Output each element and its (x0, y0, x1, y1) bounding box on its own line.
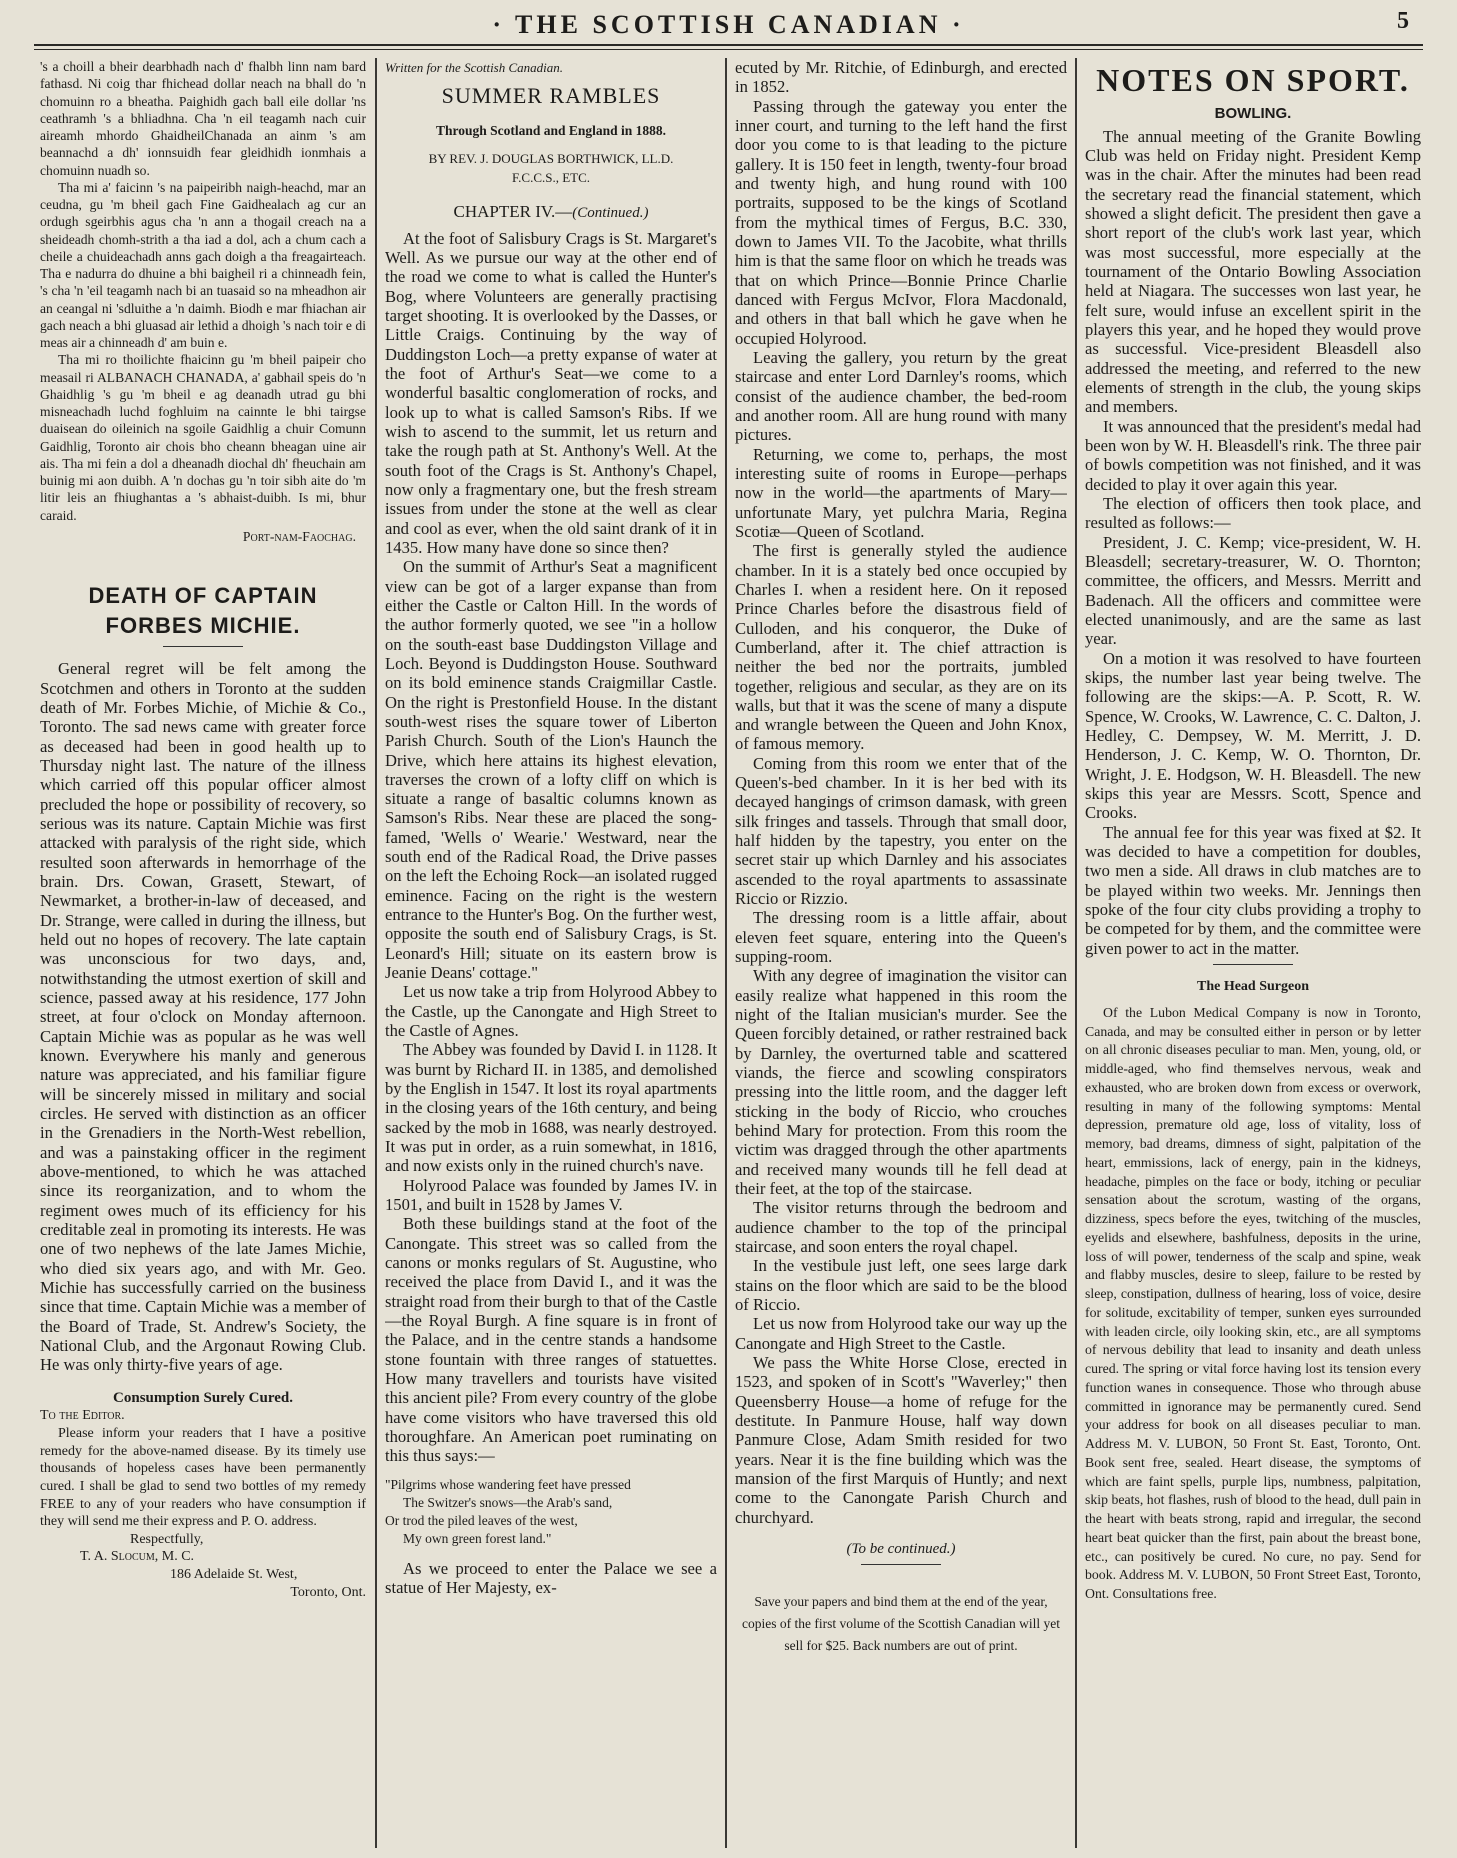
article-paragraph: At the foot of Salisbury Crags is St. Margaret's Well. As we pursue our way at the other end of the road we come to what is called the Hunter's Bog, where Volunteers are generally practising target shooting. It is overlooked by the Dasses, or Little Craigs. Continuing by the way of Duddingston Loch—a pretty expanse of water at the foot of Arthur's Seat—we come to a wonderful basaltic conglomeration of rocks, and look up to what is called Samson's Ribs. If we wish to ascend to the summit, let us return and take the rough path at St. Anthony's Well. At the south foot of the Crags is St. Anthony's Chapel, now only a fragmentary one, but the fresh stream issues from under the stone at the well as clear and cool as ever, when the old saint drank of it in 1435. How many have done so since then? (385, 228, 717, 557)
divider (163, 646, 243, 647)
consumption-body: Please inform your readers that I have a positive remedy for the above-named disease. By its timely use thousands of hopeless cases have been permanently cured. I shall be glad to send two bottles of my remedy FREE to any of your readers who have consumption if they will send me their express and P. O. address. (40, 1426, 366, 1530)
column-1 (40, 58, 366, 1853)
sport-paragraph: On a motion it was resolved to have fourteen skips, the number last year being twelve. The following are the skips:—A. P. Scott, R. W. Spence, W. Crooks, W. Lawrence, C. C. Dalton, J. Hedley, C. Dempsey, W. M. Merritt, J. D. Henderson, J. C. Kemp, W. O. Thornton, Dr. Wright, J. E. Hodgson, W. H. Bleasdell. The new skips this year are Messrs. Scott, Spence and Crooks. (1085, 648, 1421, 823)
chapter-label: CHAPTER IV.— (453, 202, 573, 222)
article-paragraph: On the summit of Arthur's Seat a magnificent view can be got of a larger expanse than from either the Castle or Calton Hill. In the words of the author formerly quoted, we see "in a hollow on the south-east base Duddingston Village and Loch. Beyond is Duddingston House. Southward on its bold eminence stands Craigmillar Castle. On the right is Prestonfield House. In the distant south-west rises the square tower of Liberton Parish Church. South of the Lion's Haunch the Drive, which here attains its highest elevation, traverses the crown of a lofty cliff on which is situate a range of basaltic columns known as Samson's Ribs. Near these are placed the song-famed, 'Wells o' Wearie.' Westward, near the south end of the Radical Road, the Drive passes on the left the Echoing Rock—an isolated rugged eminence. Facing on the right is the western entrance to the Hunter's Bog. On the further west, opposite the south end of Salisbury Crags, is St. Leonard's Hill; situate on its eastern brow is Jeanie Deans' cottage." (385, 557, 717, 983)
chapter-note: (Continued.) (572, 205, 649, 222)
column-rule (1075, 58, 1077, 1848)
poem-quote (385, 1476, 717, 1549)
consumption-salutation: To the Editor. (40, 1408, 125, 1424)
advert-body: Of the Lubon Medical Company is now in Toronto, Canada, and may be consulted either in person or by letter on all chronic diseases peculiar to man. Men, young, old, or middle-aged, who find themselves nervous, weak and exhausted, who are broken down from excess or overwork, resulting in many of the following symptoms: Mental depression, premature old age, loss of vitality, loss of memory, bad dreams, dimness of sight, palpitation of the heart, emmissions, lack of energy, pain in the kidneys, headache, pimples on the face or body, itching or peculiar sensation about the scrotum, wasting of the organs, dizziness, specs before the eyes, twitching of the muscles, eyelids and elsewhere, bashfulness, deposits in the urine, loss of will power, tenderness of the scalp and spine, weak and flabby muscles, desire to sleep, failure to be rested by sleep, constipation, dullness of hearing, loss of voice, desire for solitude, excitability of temper, sunken eyes surrounded with leaden circle, oily looking skin, etc., are all symptoms of nervous debility that lead to insanity and death unless cured. The spring or vital force having lost its tension every function wanes in consequence. Those who through abuse committed in ignorance may be permanently cured. Send your address for book on all diseases peculiar to man. Address M. V. LUBON, 50 Front St. East, Toronto, Ont. Book sent free, sealed. Heart disease, the symptoms of which are faint spells, purple lips, numbness, palpitation, skip beats, hot flashes, rush of blood to the head, dull pain in the heart with beats strong, rapid and irregular, the second heart beat quicker than the first, pain about the breast bone, etc., can positively be cured. No cure, no pay. Send for book. Address M. V. LUBON, 50 Front Street East, Toronto, Ont. Consultations free. (1085, 1004, 1421, 1602)
article-paragraph: ecuted by Mr. Ritchie, of Edinburgh, and erected in 1852. (735, 58, 1067, 97)
surgeon-advert (1085, 977, 1421, 1604)
consumption-title: Consumption Surely Cured. (113, 1389, 293, 1406)
article-paragraph: We pass the White Horse Close, erected in 1523, and spoken of in Scott's "Waverley;" then Queensberry House—a home of refuge for the destitute. In Panmure House, half way down Panmure Close, Adam Smith resided for two years. Near it is the fine building which was the mansion of the first Marquis of Huntly; and next come to the Canongate Parish Church and churchyard. (735, 1352, 1067, 1527)
column-2 (385, 58, 717, 1853)
article-title: SUMMER RAMBLES (441, 83, 661, 109)
column-4 (1085, 58, 1421, 1853)
article-paragraph: Passing through the gateway you enter the inner court, and turning to the left hand the first door you come to is that leading to the picture gallery. It is 150 feet in length, twenty-four broad and twenty high, and hung round with 100 portraits, supposed to be the kings of Scotland from the mythical times of Fergus, B.C. 330, down to James VII. To the Jacobite, what thrills him is that the same floor on which he treads was that on which Prince—Bonnie Prince Charlie danced with Fergus McIvor, Flora Macdonald, and others in that ball which he gave when he occupied Holyrood. (735, 96, 1067, 348)
article-paragraph: Let us now take a trip from Holyrood Abbey to the Castle, up the Canongate and High Street to the Castle of Agnes. (385, 982, 717, 1041)
poem-line: My own green forest land." (403, 1531, 552, 1547)
consumption-address-2: Toronto, Ont. (290, 1584, 366, 1600)
article-subtitle: Through Scotland and England in 1888. (435, 122, 667, 138)
obituary-headline-line-1: DEATH OF CAPTAIN (88, 583, 318, 608)
masthead-rule-thin (34, 49, 1423, 50)
advert-title: The Head Surgeon (1196, 978, 1309, 994)
gaelic-paragraph: Tha mi a' faicinn 's na paipeiribh naigh-heachd, mar an ceudna, gu 'm bheil gach Fine Gaidhealach ag cur an ordugh sgeirbhis agus cha 'n ann a thogail creach na a sheideadh chomh-strith a tha iad a dol, ach a chum cach a cheile a chuideachadh anns gach doigh a tha freagairteach. Tha e nadurra do dhuine a bhi baigheil ri a chinneadh fein, 's cha 'n 'eil teagamh nach bi an tuasaid so na mheadhon air an ceangal ni 'sdluithe a 'n daimh. Biodh e mar fhiachan air gach neach a bhi gluasad air lethid a dhoigh 's nach toir e di meas air a chinneadh d' am buin e. (40, 179, 366, 350)
continued-note: (To be continued.) (846, 1540, 956, 1557)
bowling-heading: BOWLING. (1214, 105, 1292, 123)
poem-line: Or trod the piled leaves of the west, (385, 1513, 578, 1529)
article-paragraph: Let us now from Holyrood take our way up the Canongate and High Street to the Castle. (735, 1314, 1067, 1353)
consumption-address-1: 186 Adelaide St. West, (170, 1567, 298, 1583)
divider (1213, 964, 1293, 965)
obituary-headline-line-2: FORBES MICHIE. (105, 612, 301, 638)
article-paragraph: As we proceed to enter the Palace we see a statue of Her Majesty, ex- (385, 1558, 717, 1597)
poem-line: "Pilgrims whose wandering feet have pressed (385, 1476, 631, 1492)
article-paragraph: With any degree of imagination the visitor can easily realize what happened in this room the night of the Italian musician's murder. See the Queen forcibly detained, or rather restrained back by Darnley, the overturned table and scattered viands, the fierce and scowling conspirators pressing into the little room, and the dagger left sticking in the body of Riccio, who crouches behind Mary for protection. From this room the victim was dragged through the other apartments and received many wounds till he fell dead at their feet, at the top of the staircase. (735, 966, 1067, 1199)
article-paragraph: Coming from this room we enter that of the Queen's-bed chamber. In it is her bed with its decayed hangings of crimson damask, with green silk fringes and tassels. Through that small door, half hidden by the tapestry, you enter on the secret stair up which Darnley and his associates ascended to the royal apartments to assassinate Riccio or Rizzio. (735, 753, 1067, 909)
binding-notice: Save your papers and bind them at the end of the year, copies of the first volume of the Scottish Canadian will yet sell for $25. Back numbers are out of print. (742, 1594, 1060, 1653)
article-paragraph: The visitor returns through the bedroom and audience chamber to the top of the principal staircase, and soon enters the royal chapel. (735, 1198, 1067, 1257)
sport-section-title: NOTES ON SPORT. (1096, 62, 1410, 98)
article-paragraph: In the vestibule just left, one sees large dark stains on the floor which are said to be the blood of Riccio. (735, 1256, 1067, 1314)
column-rule (375, 58, 377, 1848)
column-3 (735, 58, 1067, 1853)
obituary-headline (40, 581, 366, 640)
byline-line-1: BY REV. J. DOUGLAS BORTHWICK, LL.D. (428, 151, 674, 167)
article-paragraph: The Abbey was founded by David I. in 1128. It was burnt by Richard II. in 1385, and demolished by the English in 1547. It lost its royal apartments in the closing years of the 16th century, and being sacked by the mob in 1688, was nearly destroyed. It was put in order, as a ruin somewhat, in 1816, and now exists only in the ruined church's nave. (385, 1040, 717, 1176)
divider (861, 1564, 941, 1565)
byline-line-2: F.C.C.S., ETC. (511, 170, 591, 186)
article-kicker: Written for the Scottish Canadian. (385, 60, 564, 75)
consumption-advert (40, 1389, 366, 1602)
sport-paragraph: The election of officers then took place, and resulted as follows:— (1085, 493, 1421, 533)
article-paragraph: The dressing room is a little affair, about eleven feet square, entering into the Queen's supping-room. (735, 908, 1067, 967)
poem-line: The Switzer's snows—the Arab's sand, (403, 1494, 613, 1510)
gaelic-paragraph: 's a choill a bheir dearbhadh nach d' fhalbh linn nam bard fathasd. Ni coig thar fhichead dollar neach na bhall do 'n chomuinn ro a bheatha. Paighidh gach ball eile dollar 'ns ceathramh 's a bhliadhna. Cha 'n eil teagamh nach cuir aireamh mhordo GhaidheilChanada an ainm 's am beannachd a dh' ionnsuidh fear gleidhidh ionmhais a chomuinn nuadh so. (40, 59, 366, 178)
article-paragraph: Returning, we come to, perhaps, the most interesting suite of rooms in Europe—perhaps now in the world—the apartments of Mary—unfortunate Mary, yet pulchra Maria, Regina Scotiæ—Queen of Scotland. (735, 444, 1067, 541)
consumption-name: T. A. Slocum, M. C. (80, 1549, 195, 1565)
article-paragraph: Both these buildings stand at the foot of the Canongate. This street was so called from the canons or monks regulars of St. Augustine, who received the place from David I., and it was the straight road from their burgh to that of the Castle—the Royal Burgh. A fine square is in front of the Palace, and in the centre stands a handsome stone fountain with three ranges of statuettes. How many travellers and tourists have visited this ancient pile? From every country of the globe have come visitors who have traversed this old thoroughfare. An American poet ruminating on this thus says:— (385, 1214, 717, 1466)
sport-paragraph: President, J. C. Kemp; vice-president, W. H. Bleasdell; secretary-treasurer, W. O. Thornton; committee, the officers, and Messrs. Merritt and Badenach. All the officers and committee were elected unanimously, and are the same as last year. (1085, 532, 1421, 649)
masthead (0, 0, 1457, 56)
consumption-closing: Respectfully, (130, 1531, 204, 1547)
column-rule (725, 58, 727, 1848)
chapter-heading (385, 202, 717, 222)
article-paragraph: Leaving the gallery, you return by the great staircase and enter Lord Darnley's rooms, which consist of the audience chamber, the bed-room and another room. All are hung round with many pictures. (735, 347, 1067, 445)
obituary-body: General regret will be felt among the Scotchmen and others in Toronto at the sudden death of Mr. Forbes Michie, of Michie & Co., Toronto. The sad news came with greater force as deceased had been in good health up to Thursday night last. The nature of the illness which carried off this popular officer almost precluded the hope or possibility of recovery, so serious was its nature. Captain Michie was first attacked with paralysis of the right side, which resulted soon afterwards in hemorrhage of the brain. Drs. Cowan, Grasett, Stewart, of Newmarket, a brother-in-law of deceased, and Dr. Strange, were called in during the illness, but held out no hopes of recovery. The late captain was unconscious for two days, and, notwithstanding the utmost exertion of skill and science, passed away at his residence, 177 John street, at four o'clock on Monday afternoon. Captain Michie was as popular as he was well known. Everywhere his manly and generous nature was appreciated, and his familiar figure will be sincerely missed in military and social circles. He served with distinction as an officer in the Grenadiers in the North-West rebellion, and was a painstaking officer in the regiment above-mentioned, to which he was attached since its reorganization, and to whom the regiment owes much of its efficiency for his creditable zeal in promoting its interests. He was one of two nephews of the late James Michie, who died six years ago, and with Mr. Geo. Michie has successfully carried on the business since that time. Captain Michie was a member of the Board of Trade, St. Andrew's Society, the National Club, and the Argonaut Rowing Club. He was only thirty-five years of age. (40, 659, 366, 1375)
article-byline (385, 150, 717, 188)
newspaper-title: · THE SCOTTISH CANADIAN · (492, 10, 965, 39)
page-number: 5 (1397, 8, 1409, 34)
article-paragraph: The first is generally styled the audience chamber. In it is a stately bed once occupied by Charles I. when a resident here. On it reposed Prince Charles before the disastrous field of Culloden, and his conqueror, the Duke of Cumberland, after it. The chief attraction is neither the bed nor the portraits, jumbled together, religious and secular, as they are on its walls, but that it was the scene of many a dispute and wrangle between the Queen and John Knox, of famous memory. (735, 541, 1067, 754)
gaelic-signature: Port-nam-Faochag. (242, 528, 356, 544)
gaelic-paragraph: Tha mi ro thoilichte fhaicinn gu 'm bheil paipeir cho measail ri ALBANACH CHANADA, a' gabhail speis do 'n Ghaidhlig 's gu 'm bheil e ag deanadh utrad gu bhi misneachadh luchd foghluim na cainnte le bhi tairgse duaisean do oileinich na sgoile Gaidhlig a chuir Comunn Gaidhlig, Toronto air chois bho cheann bheagan uine air ais. Tha mi fein a dol a dheanadh diochal dh' fheuchain am buinig mi aon duibh. A 'n dochas gu 'n toir sibh aite do 'm litir leis an fhiughantas a 's abhaist-duibh. Is mi, bhur caraid. (40, 352, 366, 523)
gaelic-letter (40, 58, 366, 545)
sport-paragraph: The annual meeting of the Granite Bowling Club was held on Friday night. President Kemp was in the chair. After the minutes had been read the secretary read the financial statement, which showed a slight deficit. The president then gave a short report of the club's work last year, which was most successful, more especially at the tournament of the Ontario Bowling Association held at Niagara. The successes won last year, he felt sure, would infuse an excellent spirit in the players this year, and he hoped they would prove as successful. Vice-president Bleasdell also addressed the meeting, and referred to the new elements of strength in the club, the young skips and members. (1085, 126, 1421, 417)
masthead-rule (34, 44, 1423, 46)
sport-paragraph: The annual fee for this year was fixed at $2. It was decided to have a competition for doubles, two men a side. All draws in club matches are to be played within two weeks. Mr. Jennings then spoke of the four city clubs providing a trophy to be competed for by them, and the committee were given power to act in the matter. (1085, 822, 1421, 958)
article-paragraph: Holyrood Palace was founded by James IV. in 1501, and built in 1528 by James V. (385, 1175, 717, 1215)
sport-paragraph: It was announced that the president's medal had been won by W. H. Bleasdell's rink. The three pair of bowls competition was not finished, and it was decided to play it over again this year. (1085, 416, 1421, 494)
